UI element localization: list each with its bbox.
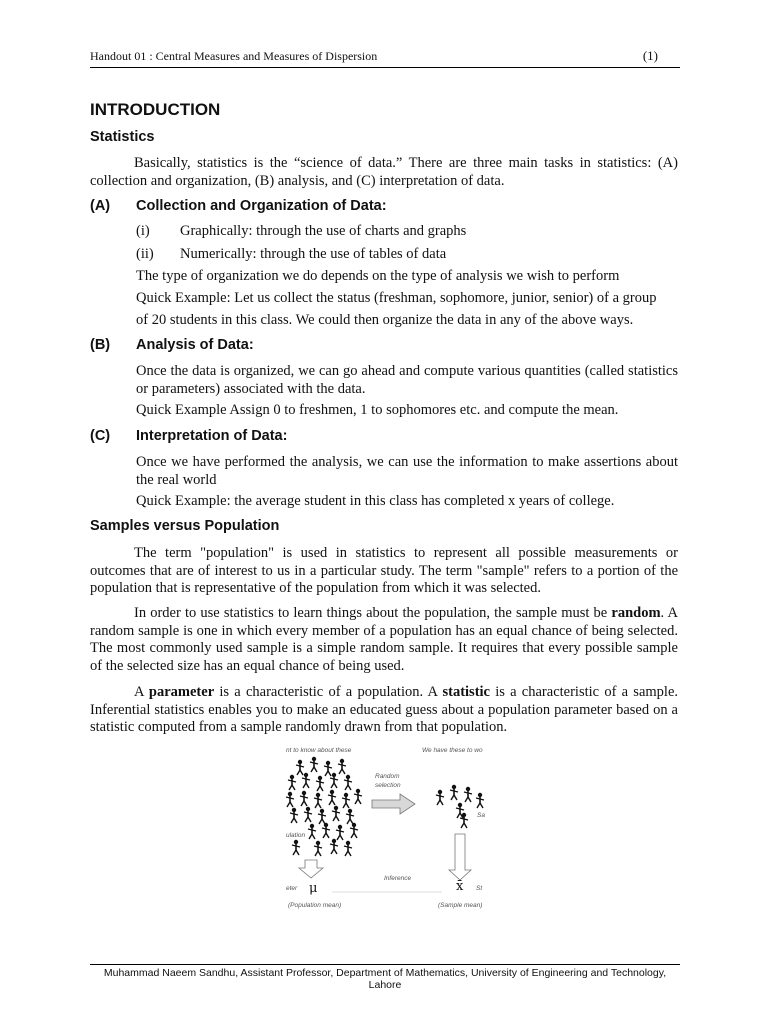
figure-label-selection: selection bbox=[375, 782, 401, 789]
list-item-text: Numerically: through the use of tables of data bbox=[180, 246, 447, 262]
text-run: is a characteristic of a sample. Inferential statistics enables you to make an educated guess about a population parameter based on a statistic computed from a sample randomly drawn from that population. bbox=[90, 684, 679, 735]
header-title: Handout 01 : Central Measures and Measures of Dispersion bbox=[90, 49, 378, 63]
section-c-letter: (C) bbox=[90, 428, 111, 444]
text-run: is a characteristic of a population. A bbox=[214, 684, 443, 700]
page-footer: Muhammad Naeem Sandhu, Assistant Professor, Department of Mathematics, University of Engineering and Technology, Lahore bbox=[90, 964, 680, 991]
population-sample-figure bbox=[272, 742, 488, 914]
sample-down-arrow bbox=[449, 834, 471, 880]
figure-label-statistic: St bbox=[476, 885, 483, 892]
figure-label-sample: Sa bbox=[477, 812, 485, 819]
section-a-line: of 20 students in this class. We could then organize the data in any of the above ways. bbox=[136, 312, 634, 328]
samples-heading: Samples versus Population bbox=[90, 518, 280, 534]
section-b-title: Analysis of Data: bbox=[136, 337, 254, 353]
samples-paragraph-2 bbox=[90, 605, 678, 675]
text-run: . A random sample is one in which every member of a population has an equal chance of being selected. The most commonly used sample is a simple random sample. It requires that every possible sample of the selected size has an equal chance of being used. bbox=[90, 605, 678, 674]
section-b-paragraph: Once the data is organized, we can go ahead and compute various quantities (called statistics or parameters) associated with the data. bbox=[136, 363, 678, 397]
section-a-letter: (A) bbox=[90, 198, 111, 214]
figure-label-top-right: We have these to wo bbox=[422, 747, 483, 754]
page-number: (1) bbox=[642, 48, 658, 63]
bold-term-random: random bbox=[611, 605, 661, 621]
section-b-example: Quick Example Assign 0 to freshmen, 1 to sophomores etc. and compute the mean. bbox=[136, 402, 619, 418]
sample-crowd bbox=[436, 785, 484, 828]
list-item-number: (ii) bbox=[136, 246, 154, 262]
section-a-line: The type of organization we do depends on the type of analysis we wish to perform bbox=[136, 268, 620, 284]
text-run: A bbox=[134, 684, 149, 700]
bold-term-statistic: statistic bbox=[442, 684, 490, 700]
samples-paragraph-3 bbox=[90, 684, 678, 737]
figure-label-top-left: nt to know about these bbox=[286, 747, 352, 754]
text-run: In order to use statistics to learn things about the population, the sample must be bbox=[134, 605, 612, 621]
section-c-title: Interpretation of Data: bbox=[136, 428, 288, 444]
section-c-paragraph: Once we have performed the analysis, we can use the information to make assertions about the real world bbox=[136, 454, 678, 488]
statistics-heading: Statistics bbox=[90, 129, 155, 145]
section-a-line: Quick Example: Let us collect the status (freshman, sophomore, junior, senior) of a group bbox=[136, 290, 657, 306]
figure-label-inference: Inference bbox=[384, 875, 412, 882]
population-crowd bbox=[286, 757, 362, 856]
samples-paragraph-1: The term "population" is used in statistics to represent all possible measurements or outcomes that are of interest to us in a particular study. The term "sample" refers to a portion of the population that is representative of the population from which it was selected. bbox=[90, 545, 678, 596]
section-b-letter: (B) bbox=[90, 337, 111, 353]
section-c-example: Quick Example: the average student in this class has completed x years of college. bbox=[136, 493, 615, 509]
list-item-number: (i) bbox=[136, 223, 150, 239]
list-item-text: Graphically: through the use of charts and graphs bbox=[180, 223, 467, 239]
figure-label-population: ulation bbox=[286, 832, 306, 839]
xbar-symbol: x̄ bbox=[456, 879, 464, 894]
page-header bbox=[90, 47, 680, 68]
introduction-heading: INTRODUCTION bbox=[90, 100, 221, 119]
bold-term-parameter: parameter bbox=[148, 684, 215, 700]
mu-symbol: μ bbox=[309, 881, 318, 896]
figure-label-population-mean: (Population mean) bbox=[288, 902, 342, 909]
statistics-paragraph: Basically, statistics is the “science of data.” There are three main tasks in statistics: (A) collection and organization, (B) analysis, and (C) interpretation of data. bbox=[90, 155, 678, 189]
section-a-title: Collection and Organization of Data: bbox=[136, 198, 387, 214]
figure-label-parameter: eter bbox=[286, 885, 298, 892]
population-down-arrow bbox=[299, 860, 323, 878]
figure-label-random: Random bbox=[375, 773, 400, 780]
figure-label-sample-mean: (Sample mean) bbox=[438, 902, 483, 909]
random-selection-arrow bbox=[372, 794, 415, 814]
